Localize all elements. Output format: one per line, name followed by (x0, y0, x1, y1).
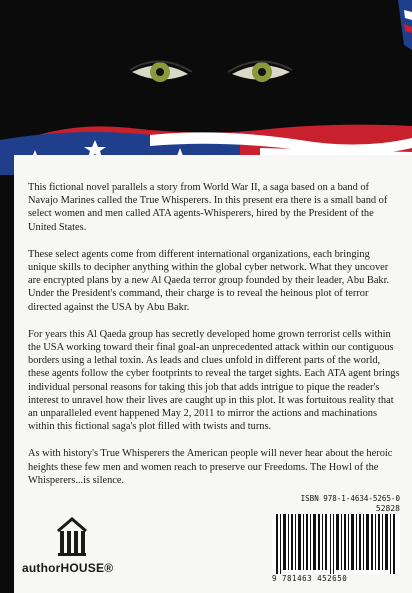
isbn-barcode (272, 494, 400, 586)
cover-artwork (0, 0, 412, 175)
synopsis-text (28, 181, 400, 501)
authorhouse-logo-icon (54, 515, 90, 557)
publisher-name: authorHOUSE® (22, 561, 114, 575)
isbn-text: ISBN 978-1-4634-5265-0 (300, 494, 400, 503)
synopsis-paragraph-2: These select agents come from different international organizations, each bringing unique skills to decipher anything within the global cyber network. What they uncover are encrypted plans by a new Al Qaeda terror group founded by their leader, Abu Bakr. Under the President's command, their charge is to reveal the heinous plot of terror directed against the USA by Abu Bakr. (28, 248, 390, 313)
barcode-number: 9 781463 452650 (272, 574, 348, 583)
barcode-bars (272, 514, 400, 574)
synopsis-paragraph-3: For years this Al Qaeda group has secretly developed home grown terrorist cells within the USA working toward their final goal-an unprecedented attack within our contiguous borders using a lethal toxin. As leads and clues unfold in different parts of the world, these agents follow the cyber footprints to reveal the target sights. Each ATA agent brings individual personal reasons for taking this job that adds intrigue to pique the reader's interest to unravel how their lives are caught up in this plot. It was fortuitous reality that an unparalleled event happened May 2, 2011 to mirror the actions and machinations within this fictional saga's plot filled with twists and turns. (28, 328, 400, 433)
synopsis-panel (14, 155, 412, 593)
synopsis-paragraph-1: This fictional novel parallels a story from World War II, a saga based on a band of Navajo Marines called the True Whisperers. In this present era there is a small band of select women and men called ATA agents-Whisperers, hired by the President of the United States. (28, 182, 388, 233)
synopsis-paragraph-4: As with history's True Whisperers the American people will never hear about the heroic heights these few men and women reach to preserve our Freedoms. The Howl of the Whisperers...is silence. (28, 448, 393, 486)
barcode-price-code: 52828 (375, 504, 400, 513)
publisher-logo (22, 515, 132, 585)
